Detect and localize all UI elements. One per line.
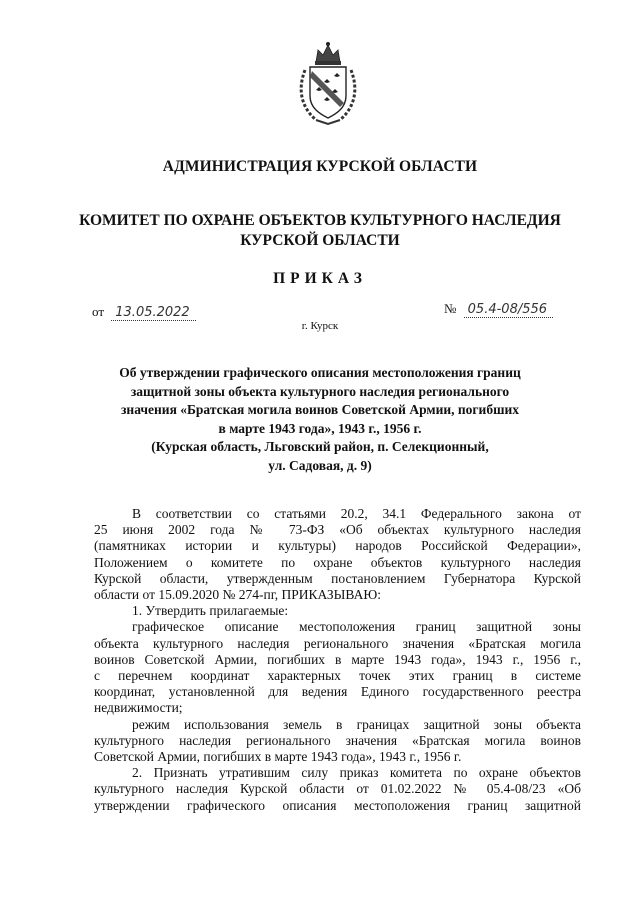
administration-heading: АДМИНИСТРАЦИЯ КУРСКОЙ ОБЛАСТИ [162,158,478,175]
title-line: (Курская область, Льговский район, п. Селекционный, [151,439,489,454]
date-prefix: от [92,304,105,319]
body-line: культурного наследия регионального значения «Братская могила воинов [94,732,581,748]
paragraph-legal-basis [94,506,581,603]
paragraph-item-2 [94,765,581,814]
body-line: Советской Армии, погибших в марте 1943 года», 1943 г., 1956 г. [94,749,462,765]
coat-of-arms-icon [296,40,360,126]
body-line: культурного наследия Курской области от 01.02.2022 № 05.4-08/23 «Об [94,781,581,797]
committee-heading-line1: КОМИТЕТ ПО ОХРАНЕ ОБЪЕКТОВ КУЛЬТУРНОГО НАСЛЕДИЯ [79,212,561,229]
number-line [444,301,553,318]
date-line [92,304,196,321]
paragraph-item-1: 1. Утвердить прилагаемые: [132,603,289,619]
title-line: в марте 1943 года», 1943 г., 1956 г. [218,420,422,436]
document-type-heading: ПРИКАЗ [273,270,367,287]
body-line: 2. Признать утратившим силу приказ комитета по охране объектов [132,765,581,781]
title-line: Об утверждении графического описания местоположения границ [119,365,521,380]
handwritten-number: 05.4-08/556 [464,302,553,318]
body-line: Положением о комитете по охране объектов культурного наследия [94,554,581,570]
order-title [0,364,640,475]
body-line: В соответствии со статьями 20.2, 34.1 Федерального закона от [132,506,581,521]
body-line: режим использования земель в границах защитной зоны объекта [132,716,581,732]
document-body [94,506,581,814]
paragraph-graphic-description [94,619,581,716]
body-line: с перечнем координат характерных точек этих границ в системе [94,668,581,684]
handwritten-date: 13.05.2022 [111,305,195,321]
paragraph-land-use-regime [94,717,581,766]
number-prefix: № [444,301,457,316]
body-line: области от 15.09.2020 № 274-пг, ПРИКАЗЫВАЮ: [94,587,381,603]
body-line: воинов Советской Армии, погибших в марте 1943 года», 1943 г., 1956 г., [94,651,581,667]
body-line: координат, установленной для ведения Единого государственного реестра [94,684,581,700]
body-line: недвижимости; [94,700,183,716]
title-line: значения «Братская могила воинов Советской Армии, погибших [121,402,519,417]
body-line: Курской области, утвержденным постановлением Губернатора Курской [94,570,581,586]
title-line: ул. Садовая, д. 9) [268,457,372,473]
title-line: защитной зоны объекта культурного наследия регионального [130,383,510,399]
committee-heading-line2: КУРСКОЙ ОБЛАСТИ [240,232,400,249]
body-line: 25 июня 2002 года № 73-ФЗ «Об объектах культурного наследия [94,522,581,538]
body-line: утверждении графического описания местоположения границ защитной [94,797,581,813]
city-label: г. Курск [301,320,339,332]
body-line: объекта культурного наследия регионального значения «Братская могила [94,635,581,651]
body-line: (памятниках истории и культуры) народов Российской Федерации», [94,538,581,554]
body-line: графическое описание местоположения границ защитной зоны [132,619,581,635]
